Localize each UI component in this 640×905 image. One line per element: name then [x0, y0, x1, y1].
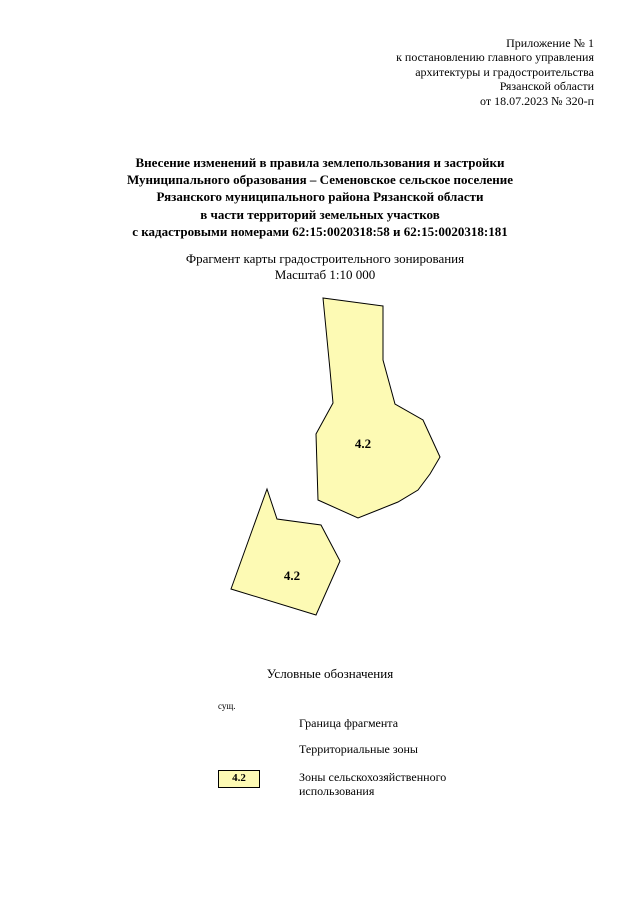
legend-fragment-border: Граница фрагмента	[299, 716, 399, 730]
legend-zone-swatch: 4.2	[218, 770, 260, 788]
map-scale: Масштаб 1:10 000	[274, 267, 376, 282]
legend-agricultural-zones	[299, 770, 446, 798]
title-line: Рязанского муниципального района Рязанской области	[156, 189, 484, 205]
title-line: с кадастровыми номерами 62:15:0020318:58 и 62:15:0020318:181	[132, 223, 508, 239]
title-line: в части территорий земельных участков	[200, 206, 440, 222]
legend-title: Условные обозначения	[266, 666, 394, 681]
title-line: Муниципального образования – Семеновское сельское поселение	[126, 172, 514, 188]
title-line: Внесение изменений в правила землепользования и застройки	[135, 155, 505, 170]
appendix-line: архитектуры и градостроительства	[415, 64, 594, 79]
appendix-line: Рязанской области	[499, 79, 594, 94]
legend-agri-line2: использования	[299, 784, 375, 798]
zone-polygon-north	[316, 298, 440, 518]
appendix-line: от 18.07.2023 № 320-п	[480, 93, 594, 108]
zone-polygon-south	[231, 489, 340, 615]
map-fragment-caption: Фрагмент карты градостроительного зонирования	[185, 251, 465, 266]
zone-label-north: 4.2	[354, 436, 372, 451]
legend-existing-abbr: сущ.	[218, 701, 236, 711]
legend-agri-line1: Зоны сельскохозяйственного	[299, 770, 447, 784]
appendix-line: Приложение № 1	[506, 36, 594, 50]
zone-label-south: 4.2	[283, 568, 301, 583]
legend-territorial-zones: Территориальные зоны	[299, 742, 418, 756]
appendix-line: к постановлению главного управления	[396, 50, 594, 65]
